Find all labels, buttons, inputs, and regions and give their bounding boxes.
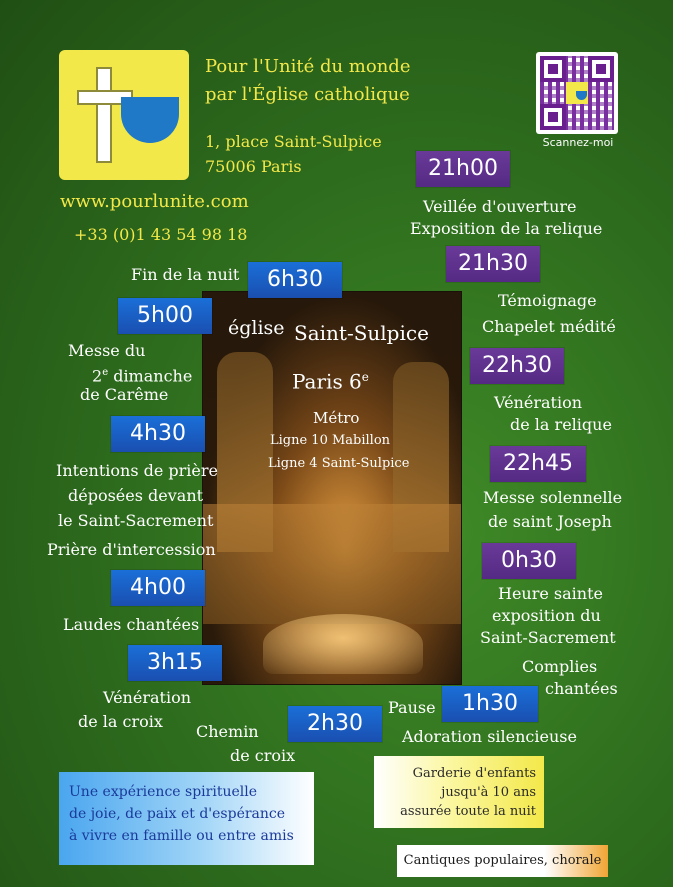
event-label: Intentions de prière: [56, 461, 218, 480]
event-label: de saint Joseph: [488, 512, 612, 531]
cross-icon: [96, 67, 112, 163]
event-label: le Saint-Sacrement: [58, 511, 214, 530]
event-label: de croix: [230, 746, 296, 765]
time-badge-4h30: 4h30: [111, 416, 205, 452]
phone-number: +33 (0)1 43 54 98 18: [74, 225, 248, 244]
event-label-part: 2: [92, 366, 103, 386]
event-label: Saint-Sacrement: [480, 628, 616, 647]
church-photo: [202, 291, 462, 685]
event-label-sup: e: [102, 367, 109, 378]
time-badge-2h30: 2h30: [288, 706, 382, 742]
venue-prefix: église: [228, 317, 285, 339]
venue-city-sup: e: [361, 370, 369, 384]
venue-city: [292, 366, 369, 393]
event-label: déposées devant: [68, 486, 204, 505]
childcare-line: assurée toute la nuit: [400, 804, 536, 819]
org-title-line1: Pour l'Unité du monde: [205, 56, 411, 77]
event-label: de la croix: [78, 712, 163, 731]
facade: [203, 504, 461, 624]
time-badge-0h30: 0h30: [482, 543, 576, 579]
qr-finder: [588, 56, 614, 82]
venue-name: Saint-Sulpice: [294, 321, 429, 345]
qr-finder: [540, 56, 566, 82]
event-label: exposition du: [492, 606, 601, 625]
childcare-line: Garderie d'enfants: [412, 766, 536, 781]
time-badge-6h30: 6h30: [248, 262, 342, 298]
address-line2: 75006 Paris: [205, 157, 302, 176]
experience-box: [59, 772, 314, 865]
childcare-box: [374, 756, 544, 828]
address-line1: 1, place Saint-Sulpice: [205, 132, 382, 151]
time-badge-21h00: 21h00: [416, 151, 510, 187]
event-label: Complies: [522, 657, 598, 676]
venue-city-text: Paris 6: [292, 369, 362, 394]
time-badge-5h00: 5h00: [118, 298, 212, 334]
time-badge-22h45: 22h45: [490, 446, 586, 482]
event-label: Veillée d'ouverture: [423, 197, 577, 216]
org-title-line2: par l'Église catholique: [205, 84, 410, 105]
event-label: Messe du: [68, 341, 146, 360]
time-badge-4h00: 4h00: [111, 570, 205, 606]
event-label-part: dimanche: [108, 366, 193, 386]
event-label: Fin de la nuit: [131, 265, 240, 284]
time-badge-21h30: 21h30: [446, 246, 540, 282]
shield-icon: [121, 97, 179, 143]
time-badge-3h15: 3h15: [128, 645, 222, 681]
music-box: Cantiques populaires, chorale: [397, 845, 608, 877]
event-label: Pause: [388, 698, 436, 717]
event-label: Chapelet médité: [482, 317, 616, 336]
event-label: Laudes chantées: [63, 615, 200, 634]
event-label: Témoignage: [498, 291, 597, 310]
logo: [59, 50, 189, 180]
website-link[interactable]: www.pourlunite.com: [60, 191, 249, 212]
event-label: chantées: [545, 679, 618, 698]
event-label: Prière d'intercession: [47, 540, 216, 559]
event-label: Vénération: [494, 393, 582, 412]
childcare-line: jusqu'à 10 ans: [441, 785, 536, 800]
qr-code[interactable]: [536, 52, 618, 134]
experience-line: de joie, de paix et d'espérance: [69, 806, 286, 822]
event-label: Messe solennelle: [483, 488, 623, 507]
qr-caption: Scannez-moi: [542, 136, 614, 149]
qr-finder: [540, 104, 566, 130]
event-label: Heure sainte: [498, 584, 603, 603]
event-label: Exposition de la relique: [410, 219, 603, 238]
event-label: Vénération: [103, 688, 191, 707]
time-badge-1h30: 1h30: [442, 686, 538, 722]
time-badge-22h30: 22h30: [470, 348, 564, 384]
metro-line2: Ligne 4 Saint-Sulpice: [268, 456, 410, 471]
fountain: [263, 614, 423, 674]
event-label: Chemin: [196, 722, 259, 741]
qr-logo-icon: [566, 82, 588, 104]
event-label: de la relique: [510, 415, 612, 434]
metro-line1: Ligne 10 Mabillon: [270, 433, 391, 448]
event-label: Adoration silencieuse: [402, 727, 577, 746]
experience-line: Une expérience spirituelle: [69, 784, 257, 800]
experience-line: à vivre en famille ou entre amis: [69, 828, 294, 844]
event-label: de Carême: [80, 385, 169, 404]
metro-title: Métro: [313, 409, 360, 427]
